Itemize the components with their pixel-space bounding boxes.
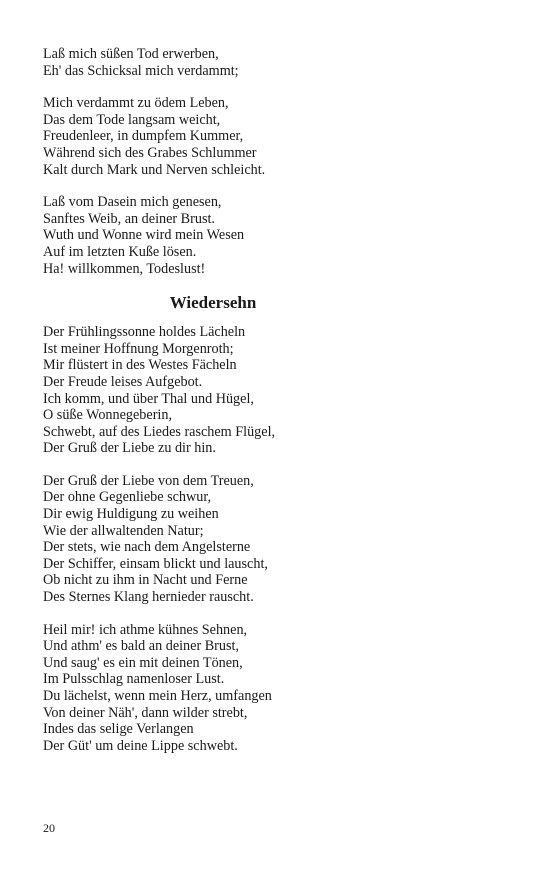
- stanza: [43, 46, 513, 79]
- stanza: [43, 473, 513, 606]
- verse-line: Freudenleer, in dumpfem Kummer,: [43, 128, 244, 145]
- verse-line: Schwebt, auf des Liedes raschem Flügel,: [43, 423, 276, 440]
- verse-line: Der ohne Gegenliebe schwur,: [43, 489, 212, 506]
- verse-line: Während sich des Grabes Schlummer: [43, 144, 257, 161]
- verse-line: Und athm' es bald an deiner Brust,: [43, 638, 240, 655]
- verse-line: Des Sternes Klang hernieder rauscht.: [43, 589, 254, 606]
- verse-line: Dir ewig Huldigung zu weihen: [43, 506, 219, 523]
- verse-line: Sanftes Weib, an deiner Brust.: [43, 210, 215, 227]
- verse-line: Der Frühlingssonne holdes Lächeln: [43, 324, 246, 341]
- poem-title: Wiedersehn: [169, 293, 257, 313]
- verse-line: Im Pulsschlag namenloser Lust.: [43, 671, 225, 688]
- verse-line: Das dem Tode langsam weicht,: [43, 111, 221, 128]
- verse-line: Der Freude leises Aufgebot.: [43, 373, 203, 390]
- verse-line: Heil mir! ich athme kühnes Sehnen,: [43, 621, 248, 638]
- verse-line: Ob nicht zu ihm in Nacht und Ferne: [43, 572, 248, 589]
- verse-line: Der Schiffer, einsam blickt und lauscht,: [43, 555, 268, 572]
- verse-line: Wuth und Wonne wird mein Wesen: [43, 227, 245, 244]
- verse-line: Ist meiner Hoffnung Morgenroth;: [43, 340, 234, 357]
- verse-line: Der Gruß der Liebe von dem Treuen,: [43, 472, 254, 489]
- verse-line: Laß vom Dasein mich genesen,: [43, 194, 222, 211]
- verse-line: Mir flüstert in des Westes Fächeln: [43, 357, 237, 374]
- verse-line: Der stets, wie nach dem Angelsterne: [43, 539, 251, 556]
- verse-line: Und saug' es ein mit deinen Tönen,: [43, 654, 243, 671]
- verse-line: Der Gruß der Liebe zu dir hin.: [43, 440, 216, 457]
- stanza: [43, 194, 513, 277]
- stanza: [43, 622, 513, 755]
- verse-line: Von deiner Näh', dann wilder strebt,: [43, 704, 248, 721]
- page-number: 20: [43, 821, 55, 835]
- stanza: [43, 95, 513, 178]
- verse-line: Auf im letzten Kuße lösen.: [43, 243, 197, 260]
- verse-line: Du lächelst, wenn mein Herz, umfangen: [43, 688, 272, 704]
- verse-line: Mich verdammt zu ödem Leben,: [43, 95, 229, 112]
- verse-line: Kalt durch Mark und Nerven schleicht.: [43, 161, 266, 178]
- stanza: [43, 324, 513, 457]
- verse-line: Eh' das Schicksal mich verdammt;: [43, 62, 239, 79]
- verse-line: O süße Wonnegeberin,: [43, 407, 173, 424]
- verse-line: Wie der allwaltenden Natur;: [43, 522, 204, 539]
- verse-line: Ha! willkommen, Todeslust!: [43, 260, 206, 277]
- verse-line: Laß mich süßen Tod erwerben,: [43, 46, 219, 62]
- verse-line: Der Güt' um deine Lippe schwebt.: [43, 737, 238, 754]
- verse-line: Ich komm, und über Thal und Hügel,: [43, 390, 254, 407]
- poem-text: [43, 46, 513, 770]
- verse-line: Indes das selige Verlangen: [43, 721, 194, 738]
